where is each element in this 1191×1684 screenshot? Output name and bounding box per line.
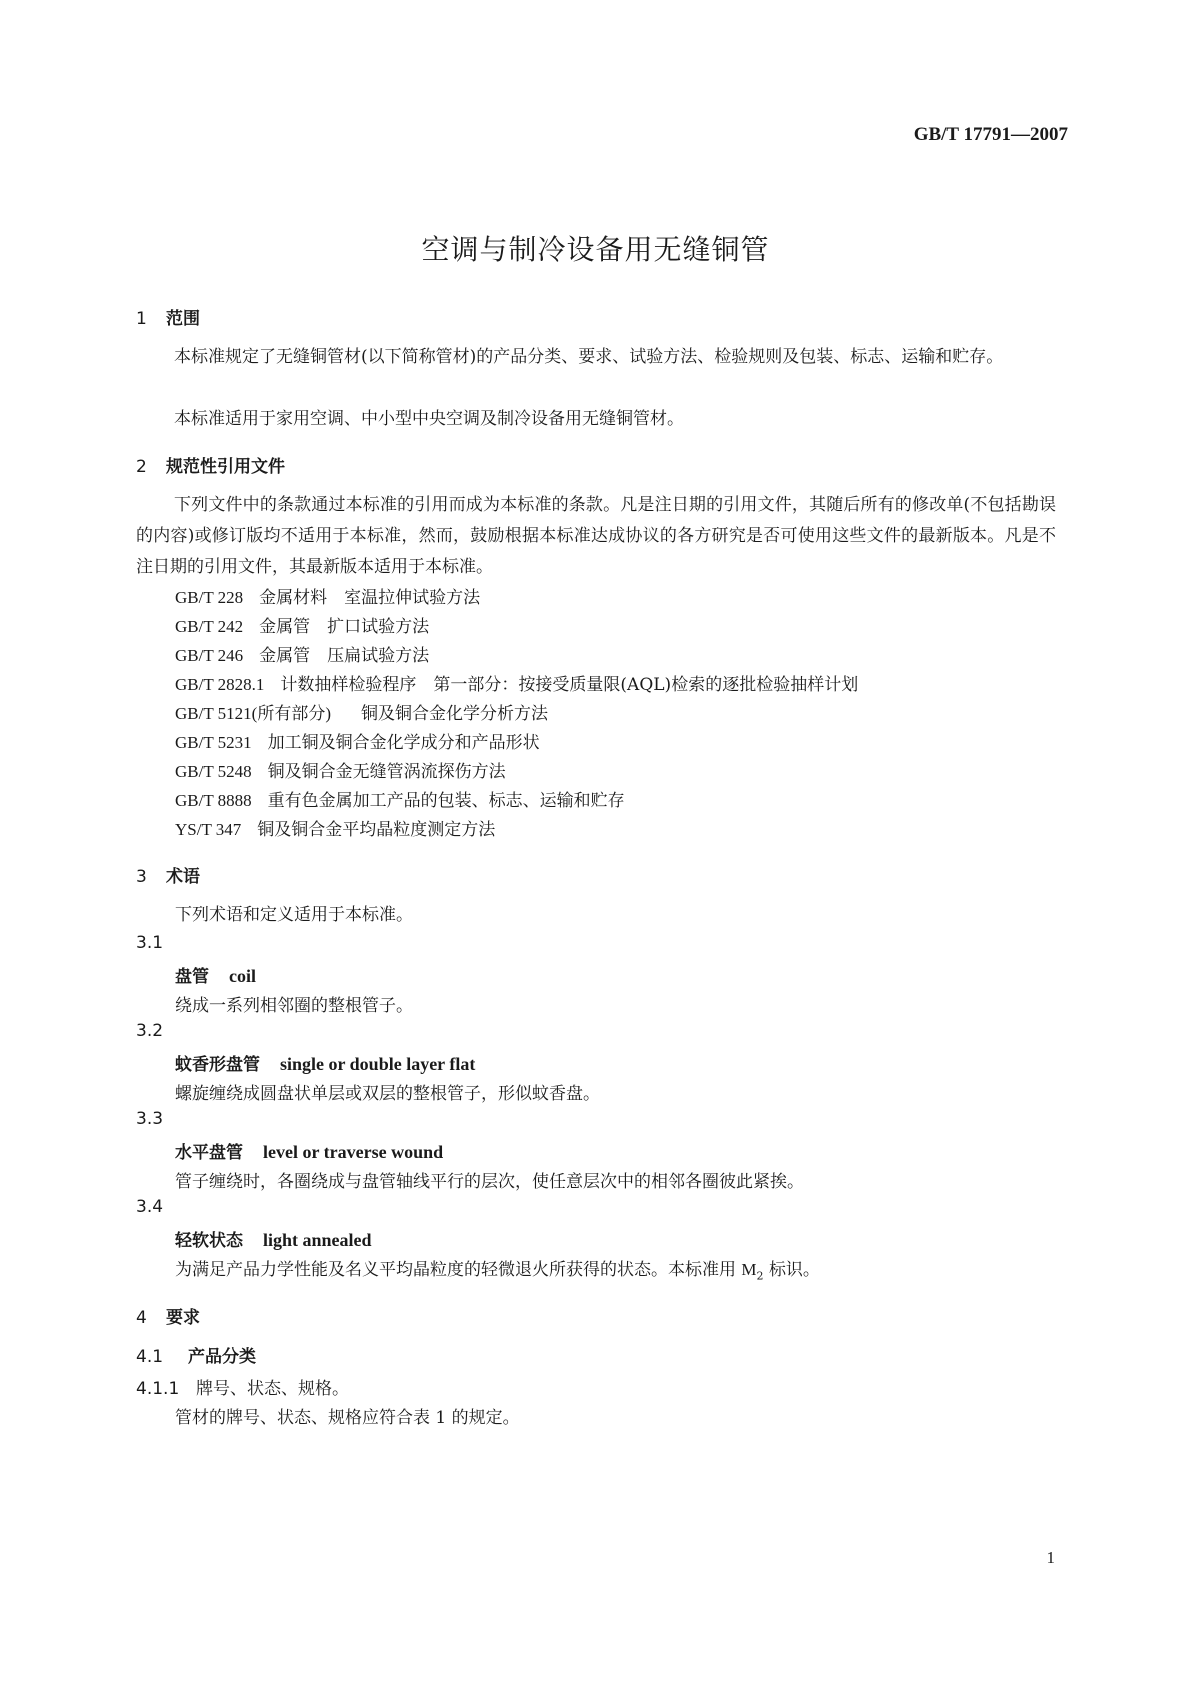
section-1-paragraph-2: 本标准适用于家用空调、中小型中央空调及制冷设备用无缝铜管材。	[174, 409, 684, 429]
reference-title: 重有色金属加工产品的包装、标志、运输和贮存	[267, 791, 625, 811]
section-1-heading	[136, 304, 200, 329]
term-zh: 水平盘管	[175, 1143, 243, 1163]
page-number: 1	[1046, 1548, 1055, 1567]
section-number: 2	[136, 457, 147, 477]
reference-item	[175, 786, 625, 811]
reference-title: 计数抽样检验程序 第一部分：按接受质量限(AQL)检索的逐批检验抽样计划	[280, 675, 859, 695]
reference-item	[175, 583, 480, 608]
term-zh: 蚊香形盘管	[175, 1055, 260, 1075]
term-en: light annealed	[263, 1230, 372, 1250]
reference-item	[175, 728, 540, 753]
reference-code: GB/T 8888	[175, 791, 252, 810]
term-number: 3.4	[136, 1197, 164, 1217]
section-title: 规范性引用文件	[166, 457, 285, 477]
section-number: 1	[136, 309, 147, 329]
term-zh: 轻软状态	[175, 1231, 243, 1251]
section-title: 术语	[166, 867, 200, 887]
section-1-paragraph-1: 本标准规定了无缝铜管材(以下简称管材)的产品分类、要求、试验方法、检验规则及包装、标志、运输和贮存。	[174, 347, 1004, 367]
reference-code: GB/T 228	[175, 588, 244, 607]
section-3-heading	[136, 862, 200, 887]
reference-title: 铜及铜合金化学分析方法	[361, 704, 548, 724]
reference-code: GB/T 246	[175, 646, 244, 665]
reference-item	[175, 815, 495, 840]
reference-code: GB/T 242	[175, 617, 244, 636]
term-entry	[175, 962, 256, 987]
reference-code: YS/T 347	[175, 820, 242, 839]
term-entry	[175, 1138, 443, 1163]
subsection-4-1-1	[136, 1374, 349, 1399]
reference-title: 铜及铜合金平均晶粒度测定方法	[257, 820, 496, 840]
term-en: level or traverse wound	[263, 1142, 444, 1162]
subsection-number: 4.1	[136, 1347, 164, 1367]
term-number: 3.2	[136, 1021, 164, 1041]
reference-code: GB/T 2828.1	[175, 675, 265, 694]
section-number: 4	[136, 1308, 147, 1328]
reference-code: GB/T 5231	[175, 733, 252, 752]
subsection-number: 4.1.1	[136, 1379, 180, 1399]
term-definition-text: 为满足产品力学性能及名义平均晶粒度的轻微退火所获得的状态。本标准用	[175, 1260, 736, 1280]
section-4-heading	[136, 1303, 200, 1328]
section-2-heading	[136, 452, 285, 477]
term-definition: 绕成一系列相邻圈的整根管子。	[175, 996, 413, 1016]
reference-title: 金属管 扩口试验方法	[259, 617, 430, 637]
standard-code: GB/T 17791—2007	[913, 124, 1068, 145]
term-definition: 螺旋缠绕成圆盘状单层或双层的整根管子，形似蚊香盘。	[175, 1084, 600, 1104]
section-number: 3	[136, 867, 147, 887]
term-definition-end: 标识。	[768, 1260, 820, 1280]
subsection-4-1-heading	[136, 1342, 256, 1367]
term-definition: 管子缠绕时，各圈绕成与盘管轴线平行的层次，使任意层次中的相邻各圈彼此紧挨。	[175, 1172, 804, 1192]
reference-code: GB/T 5248	[175, 762, 252, 781]
term-definition	[175, 1255, 820, 1282]
term-en: coil	[229, 966, 256, 986]
reference-item	[175, 670, 858, 695]
reference-title: 铜及铜合金无缝管涡流探伤方法	[267, 762, 506, 782]
section-3-paragraph-1: 下列术语和定义适用于本标准。	[175, 905, 413, 925]
term-zh: 盘管	[175, 967, 209, 987]
reference-item	[175, 757, 506, 782]
term-number: 3.1	[136, 933, 164, 953]
document-title: 空调与制冷设备用无缝铜管	[421, 233, 770, 266]
subsection-title: 产品分类	[188, 1347, 256, 1367]
term-entry	[175, 1050, 475, 1075]
reference-title: 加工铜及铜合金化学成分和产品形状	[267, 733, 540, 753]
term-en: single or double layer flat	[280, 1054, 476, 1074]
reference-title: 金属管 压扁试验方法	[259, 646, 430, 666]
state-symbol-subscript: 2	[756, 1269, 764, 1283]
subsection-title: 牌号、状态、规格。	[196, 1379, 349, 1399]
reference-item	[175, 612, 429, 637]
term-entry	[175, 1226, 372, 1251]
section-2-paragraph-1: 下列文件中的条款通过本标准的引用而成为本标准的条款。凡是注日期的引用文件，其随后所有的修改单(不包括勘误的内容)或修订版均不适用于本标准，然而，鼓励根据本标准达成协议的各方研究是否可使用这些文件的最新版本。凡是不注日期的引用文件，其最新版本适用于本标准。	[136, 495, 1056, 577]
term-number: 3.3	[136, 1109, 164, 1129]
reference-item	[175, 699, 548, 724]
reference-code: GB/T 5121(所有部分)	[175, 704, 331, 723]
reference-item	[175, 641, 429, 666]
section-4-paragraph-1: 管材的牌号、状态、规格应符合表 1 的规定。	[175, 1408, 520, 1428]
state-symbol: M	[741, 1260, 757, 1279]
reference-title: 金属材料 室温拉伸试验方法	[259, 588, 481, 608]
section-title: 要求	[166, 1308, 200, 1328]
section-title: 范围	[166, 309, 200, 329]
